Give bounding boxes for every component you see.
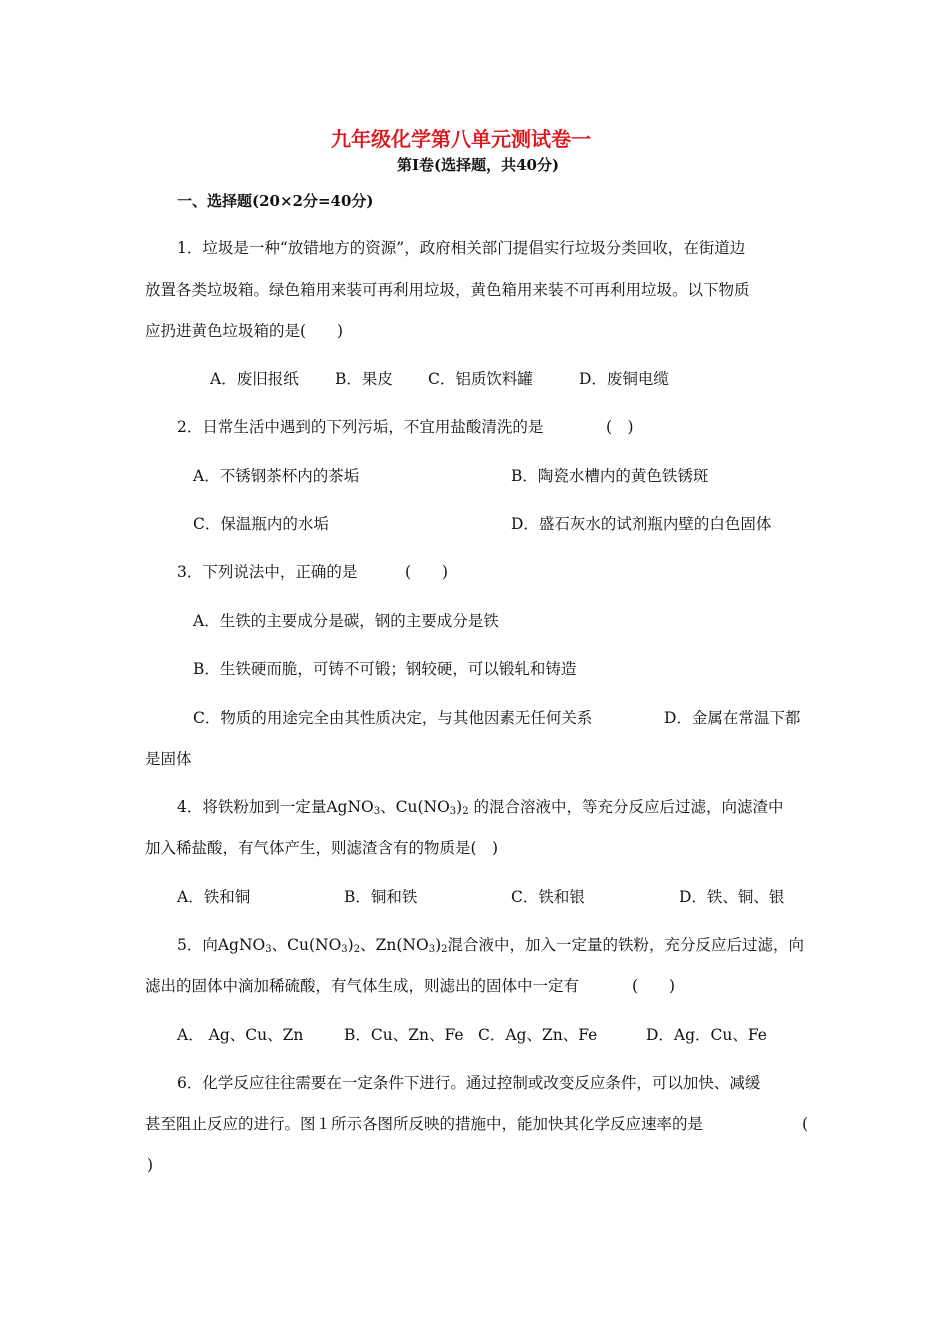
q5-option-b: B．Cu、Zn、Fe <box>344 1026 464 1044</box>
q2-option-b: B．陶瓷水槽内的黄色铁锈斑 <box>511 467 709 485</box>
q2-stem: 2．日常生活中遇到的下列污垢，不宜用盐酸清洗的是 <box>177 418 544 436</box>
q4-option-b: B．铜和铁 <box>344 888 418 906</box>
q1-line-3: 应扔进黄色垃圾箱的是( ) <box>145 322 344 340</box>
q2-option-d: D．盛石灰水的试剂瓶内壁的白色固体 <box>511 515 772 533</box>
q5-line-1: 5．向AgNO$_3$、$Cu(NO_3)_2$、$Zn(NO_3)_2$混合液中，加入一定量的铁粉，充分反应后过滤，向 <box>177 936 805 955</box>
q2-option-c: C．保温瓶内的水垢 <box>193 515 329 533</box>
q1-option-a: A．废旧报纸 <box>210 370 299 388</box>
q3-option-b: B．生铁硬而脆，可铸不可锻；钢较硬，可以锻轧和铸造 <box>193 660 577 678</box>
q3-stem: 3．下列说法中，正确的是 <box>177 563 358 581</box>
q4-option-d: D．铁、铜、银 <box>679 888 785 906</box>
section-heading: 一、选择题(20×2分=40分) <box>177 192 374 210</box>
q3-option-a: A．生铁的主要成分是碳，钢的主要成分是铁 <box>193 612 499 630</box>
q6-line-1: 6．化学反应往往需要在一定条件下进行。通过控制或改变反应条件，可以加快、减缓 <box>177 1074 761 1092</box>
q1-line-1: 1．垃圾是一种“放错地方的资源”，政府相关部门提倡实行垃圾分类回收，在街道边 <box>177 239 746 257</box>
q3-option-d: D．金属在常温下都 <box>664 709 801 727</box>
q1-option-b: B．果皮 <box>335 370 393 388</box>
q4-option-a: A．铁和铜 <box>177 888 251 906</box>
q5-line-2: 滤出的固体中滴加稀硫酸，有气体生成，则滤出的固体中一定有 <box>145 977 580 995</box>
q4-option-c: C．铁和银 <box>511 888 585 906</box>
q5-option-a: A． Ag、Cu、Zn <box>177 1026 304 1044</box>
q1-line-2: 放置各类垃圾箱。绿色箱用来装可再利用垃圾，黄色箱用来装不可再利用垃圾。以下物质 <box>145 281 750 299</box>
q1-option-d: D．废铜电缆 <box>579 370 669 388</box>
q3-option-d-continued: 是固体 <box>145 750 192 768</box>
q2-answer-paren: ( ) <box>606 418 634 436</box>
q1-option-c: C．铝质饮料罐 <box>428 370 533 388</box>
q5-option-c: C．Ag、Zn、Fe <box>478 1026 598 1044</box>
document-title: 九年级化学第八单元测试卷一 <box>331 127 591 151</box>
q6-line-2: 甚至阻止反应的进行。图１所示各图所反映的措施中，能加快其化学反应速率的是 <box>145 1115 704 1133</box>
paper-part-heading: 第Ⅰ卷(选择题，共40分) <box>397 156 560 174</box>
q6-paren-open: ( <box>802 1115 809 1133</box>
q5-option-d: D．Ag．Cu、Fe <box>646 1026 767 1044</box>
q5-answer-paren: ( ) <box>632 977 676 995</box>
q3-answer-paren: ( ) <box>405 563 449 581</box>
q4-line-2: 加入稀盐酸，有气体产生，则滤渣含有的物质是( ) <box>145 839 499 857</box>
q3-option-c: C．物质的用途完全由其性质决定，与其他因素无任何关系 <box>193 709 593 727</box>
q2-option-a: A．不锈钢茶杯内的茶垢 <box>193 467 360 485</box>
q4-line-1: 4．将铁粉加到一定量AgNO$_3$、$Cu(NO_3)_2$ 的混合溶液中，等充分反应后过滤，向滤渣中 <box>177 798 784 817</box>
q6-paren-close: ) <box>147 1156 154 1174</box>
